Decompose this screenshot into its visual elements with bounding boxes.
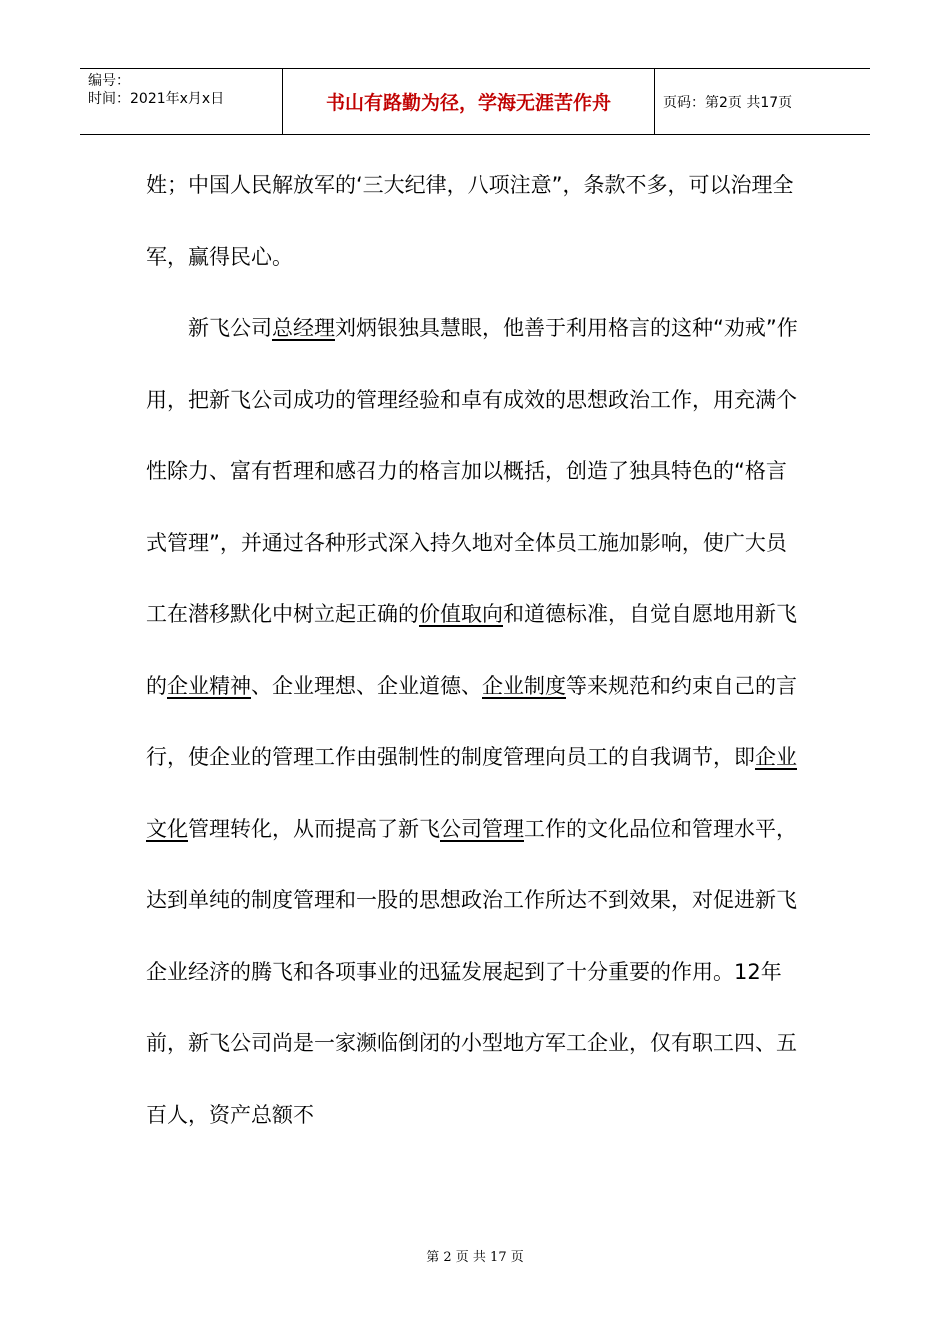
text-run: 等来规范和约束自己的言行，使企业的管理工作由强制性的制度管理向员工的自我调节，即 <box>146 673 797 769</box>
header-page-info: 页码：第2页 共17页 <box>663 94 793 111</box>
text-run: 工作的文化品位和管理水平，达到单纯的制度管理和一股的思想政治工作所达不到效果，对促进新飞企业经济的腾飞和各项事业的迅猛发展起到了十分重要的作用。12年前，新飞公司尚是一家濒临倒闭的小型地方军工企业，仅有职工四、五百人，资产总额不 <box>146 816 797 1127</box>
link-enterprise-culture[interactable]: 企业文化 <box>146 745 797 841</box>
document-body <box>146 150 806 1151</box>
page-footer: 第 2 页 共 17 页 <box>426 1250 524 1265</box>
page-header <box>80 68 870 135</box>
link-company-management[interactable]: 公司管理 <box>440 816 524 841</box>
paragraph-1: 姓；中国人民解放军的‘三大纪律，八项注意”，条款不多，可以治理全军，赢得民心。 <box>146 173 794 269</box>
paragraph-2 <box>146 293 806 1151</box>
link-general-manager[interactable]: 总经理 <box>272 316 335 340</box>
link-enterprise-system[interactable]: 企业制度 <box>482 673 566 698</box>
text-run: 管理转化，从而提高了新飞 <box>188 816 440 841</box>
header-meta <box>80 69 283 134</box>
text-run: 刘炳银独具慧眼，他善于利用格言的这种“劝戒”作用，把新飞公司成功的管理经验和卓有成效的思想政治工作，用充满个性除力、富有哲理和感召力的格言加以概括，创造了独具特色的“格言式管理”，并通过各种形式深入持久地对全体员工施加影响，使广大员工在潜移默化中树立起正确的 <box>146 316 798 626</box>
link-value-orientation[interactable]: 价值取向 <box>419 602 503 626</box>
header-motto: 书山有路勤为径，学海无涯苦作舟 <box>283 69 655 134</box>
text-run: 、企业理想、企业道德、 <box>251 673 482 698</box>
document-time: 时间：2021年x月x日 <box>88 91 225 107</box>
document-number-label: 编号： <box>88 73 130 89</box>
link-enterprise-spirit[interactable]: 企业精神 <box>167 673 251 698</box>
text-run: 新飞公司 <box>188 316 272 340</box>
text-run: 和道德标准，自觉自愿地用新飞的 <box>146 602 797 698</box>
